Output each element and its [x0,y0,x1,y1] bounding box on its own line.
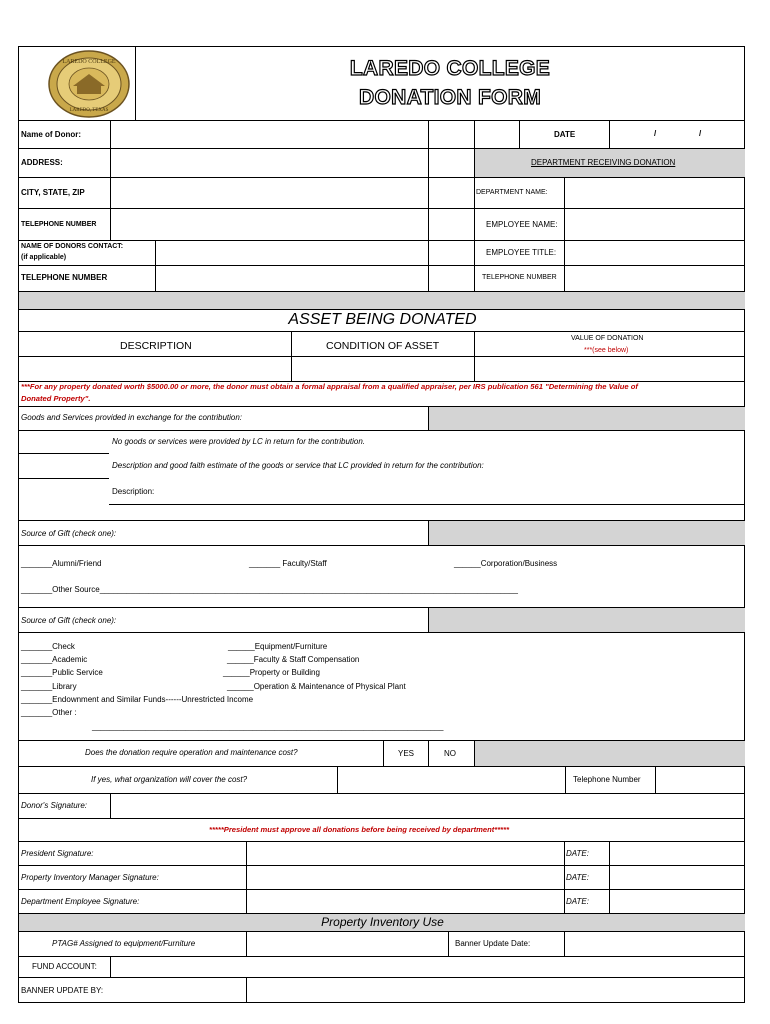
employee-title-input[interactable] [567,243,742,263]
goods-description-input[interactable] [165,484,742,500]
employee-title-label: EMPLOYEE TITLE: [486,248,557,257]
goods-services-heading: Goods and Services provided in exchange for the contribution: [21,413,243,422]
date-input[interactable] [612,124,742,146]
source-alumni-option[interactable]: _______Alumni/Friend [21,559,102,568]
seal-text-bottom: LAREDO, TEXAS [69,108,109,113]
department-name-input[interactable] [567,181,742,205]
goods-desc-checkline[interactable] [19,478,109,479]
goods-none-checkline[interactable] [19,453,109,454]
source-gift-heading-1: Source of Gift (check one): [21,529,117,538]
employee-name-input[interactable] [567,212,742,236]
contact-telephone-input[interactable] [158,268,425,288]
banner-update-date-label: Banner Update Date: [455,939,531,948]
inventory-heading: Property Inventory Use [321,915,444,929]
employee-name-label: EMPLOYEE NAME: [486,220,558,229]
form-title-line1: LAREDO COLLEGE [349,57,551,80]
banner-update-date-input[interactable] [567,934,742,953]
source-library-option[interactable]: _______Library [21,682,77,691]
ptag-label: PTAG# Assigned to equipment/Furniture [52,939,196,948]
address-input[interactable] [113,152,425,174]
department-name-label: DEPARTMENT NAME: [476,189,548,196]
telephone-input[interactable] [113,212,425,236]
source-equipment-option[interactable]: ______Equipment/Furniture [228,642,328,651]
department-telephone-label: TELEPHONE NUMBER [482,274,557,281]
asset-condition-header: CONDITION OF ASSET [326,340,440,352]
asset-description-header: DESCRIPTION [120,340,192,352]
goods-none-option: No goods or services were provided by LC in return for the contribution. [112,437,366,446]
seal-text-top: LAREDO COLLEGE [62,59,116,65]
goods-description-option: Description and good faith estimate of the goods or service that LC provided in return for the contribution: [112,461,484,470]
president-approval-note: *****President must approve all donations before being received by department***** [209,825,510,834]
separator-bar [19,292,745,309]
maintenance-telephone-input[interactable] [658,769,742,790]
president-signature-label: President Signature: [21,849,94,858]
form-title-line2: DONATION FORM [359,86,541,109]
source-check-option[interactable]: _______Check [21,642,75,651]
banner-update-by-label: BANNER UPDATE BY: [21,986,104,995]
dept-employee-date-label: DATE: [566,897,589,906]
president-signature-input[interactable] [249,844,561,863]
source-other-option-2[interactable]: _______Other : [21,708,77,717]
inventory-manager-date-label: DATE: [566,873,589,882]
donor-signature-label: Donor's Signature: [21,801,88,810]
asset-description-input[interactable] [22,359,288,378]
maintenance-org-question: If yes, what organization will cover the cost? [91,775,248,784]
city-state-zip-input[interactable] [113,181,425,205]
city-state-zip-label: CITY, STATE, ZIP [21,188,85,197]
donor-contact-label: NAME OF DONORS CONTACT: [21,243,124,250]
donor-name-input[interactable] [113,124,425,146]
president-date-input[interactable] [612,844,742,863]
department-telephone-input[interactable] [567,268,742,288]
maintenance-yes-option[interactable]: YES [398,749,415,758]
maintenance-org-input[interactable] [340,769,562,790]
source-property-option[interactable]: ______Property or Building [223,668,320,677]
asset-value-header: VALUE OF DONATION [571,335,644,342]
donor-signature-input[interactable] [113,796,742,815]
source-compensation-option[interactable]: ______Faculty & Staff Compensation [227,655,360,664]
contact-telephone-label: TELEPHONE NUMBER [21,273,108,282]
fund-account-label: FUND ACCOUNT: [32,962,97,971]
inventory-manager-signature-input[interactable] [249,868,561,887]
asset-value-input[interactable] [477,359,742,378]
source-academic-option[interactable]: _______Academic [21,655,88,664]
source-public-service-option[interactable]: _______Public Service [21,668,103,677]
maintenance-question: Does the donation require operation and maintenance cost? [85,748,298,757]
telephone-label: TELEPHONE NUMBER [21,221,97,228]
dept-employee-date-input[interactable] [612,892,742,911]
donor-contact-sublabel: (if applicable) [21,254,67,261]
dept-employee-signature-input[interactable] [249,892,561,911]
inventory-manager-signature-label: Property Inventory Manager Signature: [21,873,159,882]
inventory-manager-date-input[interactable] [612,868,742,887]
source-faculty-option[interactable]: _______ Faculty/Staff [249,559,327,568]
date-separator-2: / [699,129,702,138]
asset-value-note: ***(see below) [584,347,629,354]
donor-contact-input[interactable] [158,243,425,263]
fund-account-input[interactable] [113,958,742,975]
source-other-line[interactable]: _______________________________________________________________________________ [92,722,444,731]
source-gift-heading-2: Source of Gift (check one): [21,616,117,625]
source1-gray-cell [429,521,745,545]
appraisal-note-line2: Donated Property". [21,394,91,403]
form-title [340,54,560,112]
ptag-input[interactable] [249,934,445,953]
source-corporation-option[interactable]: ______Corporation/Business [454,559,558,568]
president-date-label: DATE: [566,849,589,858]
source-endowment-option[interactable]: _______Endownment and Similar Funds------Unrestricted Income [21,695,254,704]
date-label: DATE [554,130,576,139]
dept-employee-signature-label: Department Employee Signature: [21,897,140,906]
donor-name-label: Name of Donor: [21,130,81,139]
maintenance-gray-cell [475,741,745,766]
department-heading: DEPARTMENT RECEIVING DONATION [531,158,676,167]
appraisal-note-line1: ***For any property donated worth $5000.00 or more, the donor must obtain a formal appraisal from a qualified appraiser, per IRS publication 561 "Determining the Value of [21,382,638,391]
date-separator-1: / [654,129,657,138]
source-operation-option[interactable]: ______Operation & Maintenance of Physical Plant [227,682,406,691]
banner-update-by-input[interactable] [249,980,742,999]
source2-gray-cell [429,608,745,632]
asset-heading: ASSET BEING DONATED [288,311,477,328]
source-other-option[interactable]: _______Other Source______________________________________________________________________________________________ [21,585,518,594]
goods-description-label: Description: [112,487,155,496]
maintenance-no-option[interactable]: NO [444,749,456,758]
goods-gray-cell [429,407,745,430]
address-label: ADDRESS: [21,158,63,167]
maintenance-telephone-label: Telephone Number [573,775,641,784]
asset-condition-input[interactable] [294,359,471,378]
laredo-college-seal [48,50,130,118]
